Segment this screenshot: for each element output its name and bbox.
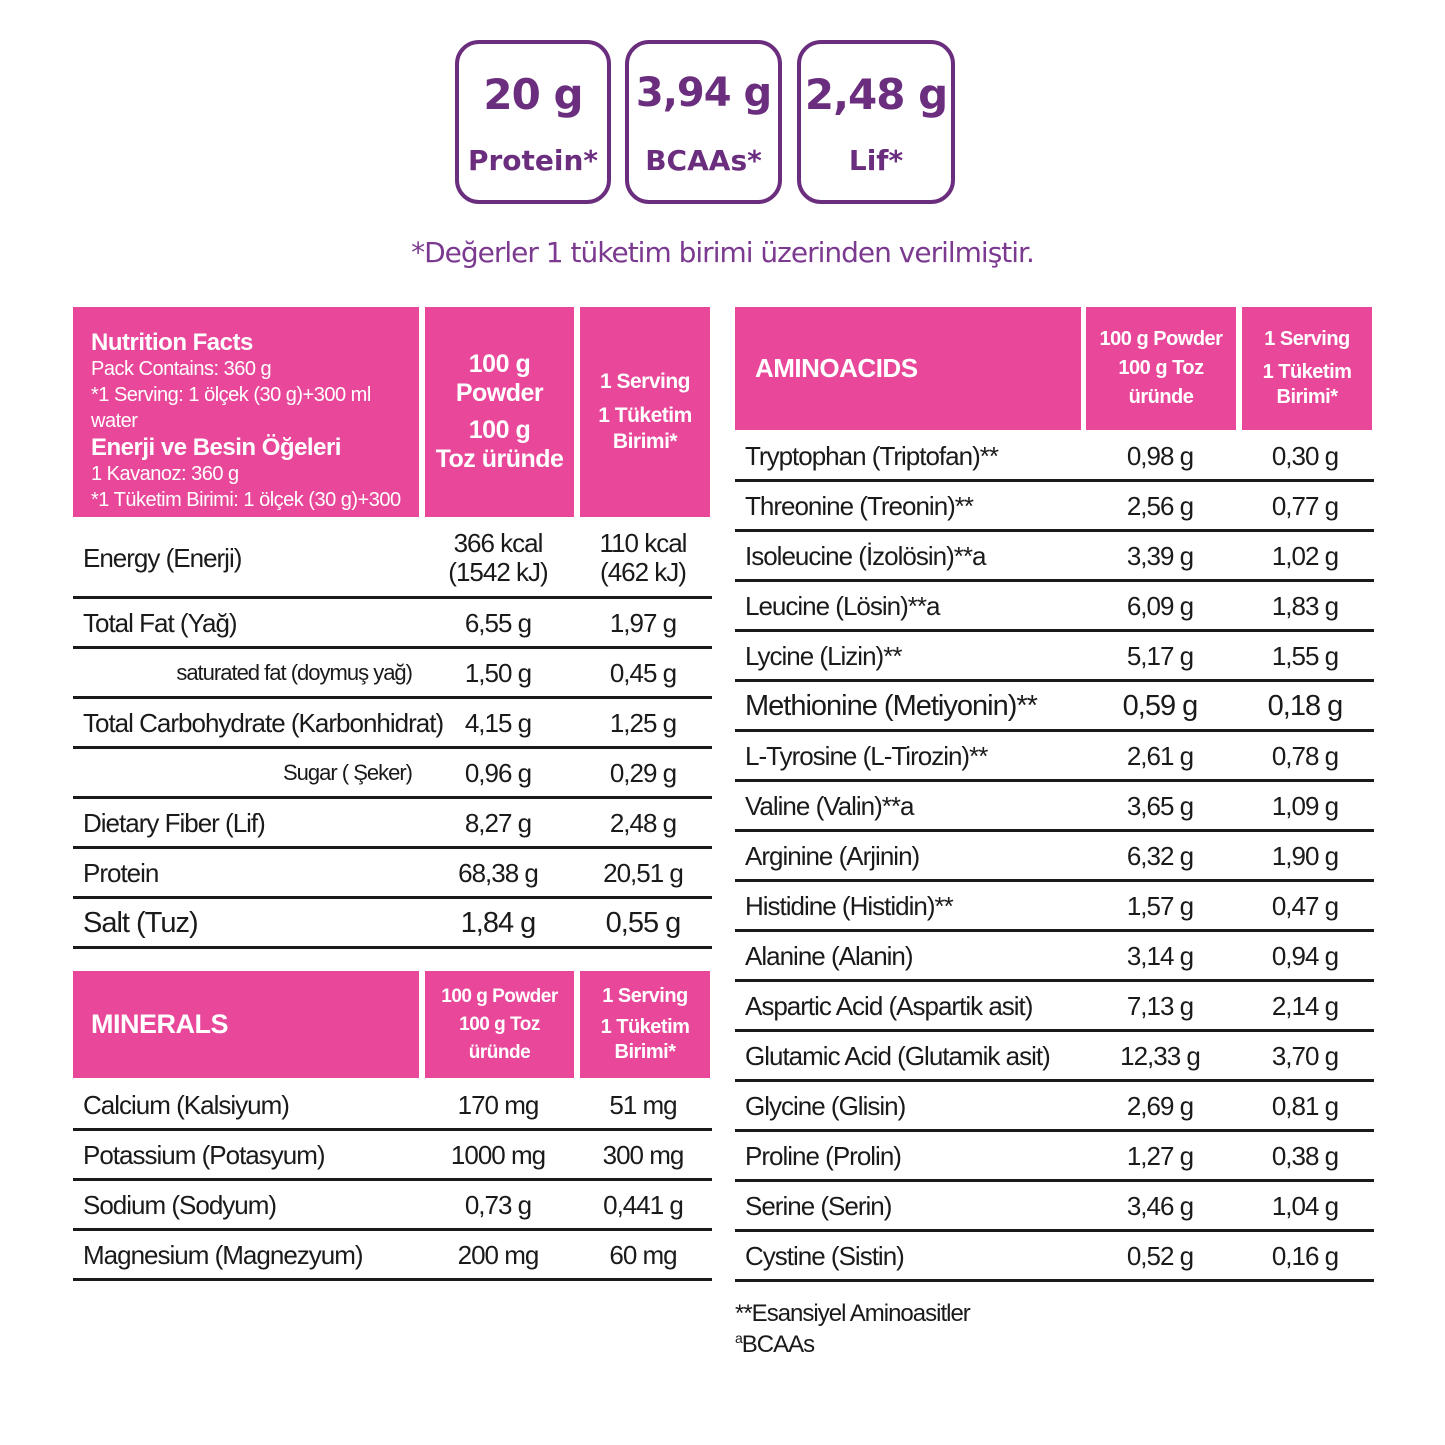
aminoacids-title: AMINOACIDS [755, 353, 918, 383]
col-label: Birimi* [614, 1041, 676, 1063]
row-value-serving: 0,18 g [1267, 690, 1343, 722]
table-row [73, 799, 712, 849]
row-value-serving: 0,94 g [1271, 941, 1339, 971]
table-row [735, 1232, 1374, 1282]
row-value-serving: 1,83 g [1271, 591, 1339, 621]
serving-info: *1 Serving: 1 ölçek (30 g)+300 ml water [91, 384, 371, 432]
energy-kcal: 366 kcal [453, 528, 543, 558]
badge-value: 2,48 g [804, 70, 948, 119]
row-value-100g: 6,32 g [1126, 841, 1194, 871]
col-label: Toz üründe [435, 445, 564, 473]
row-value-100g: 2,69 g [1126, 1091, 1194, 1121]
row-name: Valine (Valin)**a [745, 791, 914, 821]
row-value-serving: 0,16 g [1271, 1241, 1339, 1271]
table-row [73, 1081, 712, 1131]
row-value-serving: 1,55 g [1271, 641, 1339, 671]
row-value-100g: 7,13 g [1126, 991, 1194, 1021]
col-label: 1 Tüketim [598, 404, 692, 427]
bcaa-label: BCAAs [741, 1331, 815, 1358]
row-value-serving: 0,77 g [1271, 491, 1339, 521]
table-row [735, 832, 1374, 882]
table-row [735, 982, 1374, 1032]
col-label: Birimi* [1276, 386, 1338, 408]
row-value-100g: 0,59 g [1122, 690, 1198, 722]
row-name: Tryptophan (Triptofan)** [745, 441, 998, 471]
col-label: 100 g Powder [441, 985, 558, 1007]
row-name: Sugar ( Şeker) [282, 760, 412, 785]
row-value-serving: 1,97 g [609, 608, 677, 638]
row-value-100g: 0,98 g [1126, 441, 1194, 471]
col-label: Birimi* [612, 430, 678, 453]
nutrition-col-serving [580, 307, 710, 517]
row-value-100g: 2,61 g [1126, 741, 1194, 771]
row-value-100g: 6,09 g [1126, 591, 1194, 621]
row-name: Isoleucine (İzolösin)**a [745, 541, 986, 571]
table-row [735, 482, 1374, 532]
row-value-serving: 3,70 g [1271, 1041, 1339, 1071]
col-label: 1 Tüketim [1262, 361, 1352, 383]
row-name: Methionine (Metiyonin)** [745, 690, 1037, 722]
energy-100g [448, 529, 547, 587]
row-value-serving: 0,441 g [603, 1190, 683, 1220]
row-value-serving: 1,90 g [1271, 841, 1339, 871]
table-row [735, 582, 1374, 632]
row-value-100g: 1000 mg [450, 1140, 546, 1170]
row-value-100g: 0,96 g [464, 758, 532, 788]
row-value-serving: 0,45 g [609, 658, 677, 688]
row-value-serving: 20,51 g [603, 858, 683, 888]
table-row [73, 849, 712, 899]
row-value-serving: 0,78 g [1271, 741, 1339, 771]
energy-serving [600, 529, 687, 587]
row-name: saturated fat (doymuş yağ) [176, 660, 412, 685]
nutrition-title-tr: Enerji ve Besin Öğeleri [91, 434, 341, 461]
table-row [735, 732, 1374, 782]
row-name: Dietary Fiber (Lif) [83, 808, 265, 838]
badge-label: Protein* [467, 144, 599, 177]
row-value-serving: 0,55 g [605, 907, 681, 939]
row-value-100g: 1,50 g [464, 658, 532, 688]
row-value-100g: 170 mg [457, 1090, 539, 1120]
row-value-100g: 200 mg [457, 1240, 539, 1270]
row-value-serving: 0,47 g [1271, 891, 1339, 921]
col-label: 100 g [468, 350, 531, 378]
energy-row [73, 517, 712, 599]
row-name: Sodium (Sodyum) [83, 1190, 277, 1220]
values-note: *Değerler 1 tüketim birimi üzerinden verilmiştir. [411, 236, 1034, 269]
row-value-serving: 51 mg [609, 1090, 677, 1120]
table-row [735, 1182, 1374, 1232]
table-row [735, 782, 1374, 832]
row-value-serving: 1,04 g [1271, 1191, 1339, 1221]
table-row [735, 432, 1374, 482]
row-value-serving: 2,14 g [1271, 991, 1339, 1021]
col-label: 1 Serving [602, 985, 688, 1007]
row-name: Protein [83, 858, 159, 888]
row-name: Serine (Serin) [745, 1191, 892, 1221]
col-label: 100 g Powder [1099, 328, 1223, 350]
col-label: üründe [468, 1041, 531, 1063]
col-label: 100 g Toz [1118, 357, 1204, 379]
row-name: Aspartic Acid (Aspartik asit) [745, 991, 1033, 1021]
row-name: Leucine (Lösin)**a [745, 591, 940, 621]
badge-value: 20 g [483, 70, 583, 119]
col-label: 1 Serving [599, 370, 691, 393]
footnote-essential: **Esansiyel Aminoasitler [735, 1300, 970, 1327]
row-value-100g: 4,15 g [464, 708, 532, 738]
row-value-100g: 8,27 g [464, 808, 532, 838]
aminoacids-col-serving [1242, 307, 1372, 430]
table-row [735, 882, 1374, 932]
nutrition-col-100g [425, 307, 574, 517]
row-value-serving: 2,48 g [609, 808, 677, 838]
row-name: Energy (Enerji) [83, 543, 242, 573]
row-value-100g: 3,14 g [1126, 941, 1194, 971]
row-value-100g: 12,33 g [1120, 1041, 1200, 1071]
row-name: Lycine (Lizin)** [745, 641, 902, 671]
table-row [735, 1082, 1374, 1132]
minerals-col-100g [425, 971, 574, 1078]
row-value-100g: 0,73 g [464, 1190, 532, 1220]
energy-kcal: 110 kcal [599, 528, 687, 558]
nutrition-title: Nutrition Facts [91, 329, 253, 356]
row-value-100g: 1,84 g [460, 907, 536, 939]
table-row [735, 1132, 1374, 1182]
pack-contains-tr: 1 Kavanoz: 360 g [91, 463, 239, 485]
row-value-100g: 6,55 g [464, 608, 532, 638]
col-label: üründe [1128, 386, 1194, 408]
bcaa-badge [625, 40, 782, 204]
row-value-serving: 0,29 g [609, 758, 677, 788]
row-value-100g: 3,39 g [1126, 541, 1194, 571]
col-label: 1 Tüketim [600, 1016, 690, 1038]
row-value-serving: 0,38 g [1271, 1141, 1339, 1171]
row-name: Total Fat (Yağ) [83, 608, 237, 638]
col-label: 100 g Toz [459, 1013, 540, 1035]
minerals-header [73, 971, 419, 1078]
row-name: Salt (Tuz) [83, 907, 198, 939]
badge-label: Lif* [848, 144, 904, 177]
row-value-100g: 0,52 g [1126, 1241, 1194, 1271]
row-value-serving: 1,25 g [609, 708, 677, 738]
pack-contains: Pack Contains: 360 g [91, 358, 272, 380]
table-row [73, 1181, 712, 1231]
row-name: Cystine (Sistin) [745, 1241, 904, 1271]
row-value-100g: 1,57 g [1126, 891, 1194, 921]
row-value-100g: 3,65 g [1126, 791, 1194, 821]
table-row [735, 532, 1374, 582]
table-row [73, 649, 712, 699]
table-row [73, 749, 712, 799]
row-value-100g: 68,38 g [458, 858, 538, 888]
table-row [73, 699, 712, 749]
table-row [73, 1131, 712, 1181]
row-value-100g: 3,46 g [1126, 1191, 1194, 1221]
protein-badge [455, 40, 611, 204]
col-label: 1 Serving [1264, 328, 1350, 350]
table-row [73, 1231, 712, 1281]
row-value-100g: 2,56 g [1126, 491, 1194, 521]
row-name: Total Carbohydrate (Karbonhidrat) [83, 708, 444, 738]
aminoacids-header [735, 307, 1081, 430]
fiber-badge [797, 40, 955, 204]
table-row [735, 1032, 1374, 1082]
row-name: Alanine (Alanin) [745, 941, 913, 971]
bcaa-mark: a [735, 1330, 742, 1346]
row-name: Histidine (Histidin)** [745, 891, 953, 921]
row-value-serving: 1,09 g [1271, 791, 1339, 821]
minerals-col-serving [580, 971, 710, 1078]
table-row [73, 899, 712, 949]
footnote-bcaa [735, 1330, 814, 1359]
col-label: 100 g [468, 416, 531, 444]
energy-kj: (1542 kJ) [448, 557, 548, 587]
row-value-serving: 1,02 g [1271, 541, 1339, 571]
badge-value: 3,94 g [635, 70, 772, 116]
nutrition-header [73, 307, 419, 537]
row-name: Glycine (Glisin) [745, 1091, 906, 1121]
row-value-100g: 5,17 g [1126, 641, 1194, 671]
row-value-serving: 300 mg [602, 1140, 684, 1170]
table-row [735, 632, 1374, 682]
col-label: Powder [455, 379, 544, 407]
row-value-serving: 60 mg [609, 1240, 677, 1270]
row-name: Proline (Prolin) [745, 1141, 901, 1171]
badge-label: BCAAs* [645, 144, 762, 177]
energy-kj: (462 kJ) [600, 557, 686, 587]
row-value-serving: 0,30 g [1271, 441, 1339, 471]
aminoacids-col-100g [1086, 307, 1236, 430]
table-row [73, 599, 712, 649]
row-name: Calcium (Kalsiyum) [83, 1090, 289, 1120]
row-name: Threonine (Treonin)** [745, 491, 974, 521]
minerals-title: MINERALS [91, 1009, 228, 1039]
row-name: Arginine (Arjinin) [745, 841, 920, 871]
row-name: Potassium (Potasyum) [83, 1140, 325, 1170]
row-value-100g: 1,27 g [1126, 1141, 1194, 1171]
row-value-serving: 0,81 g [1271, 1091, 1339, 1121]
row-name: Glutamic Acid (Glutamik asit) [745, 1041, 1050, 1071]
table-row [735, 932, 1374, 982]
table-row [735, 682, 1374, 732]
row-name: Magnesium (Magnezyum) [83, 1240, 363, 1270]
row-name: L-Tyrosine (L-Tirozin)** [745, 741, 988, 771]
serving-info-tr: *1 Tüketim Birimi: 1 ölçek (30 g)+300 ml su [91, 489, 401, 537]
